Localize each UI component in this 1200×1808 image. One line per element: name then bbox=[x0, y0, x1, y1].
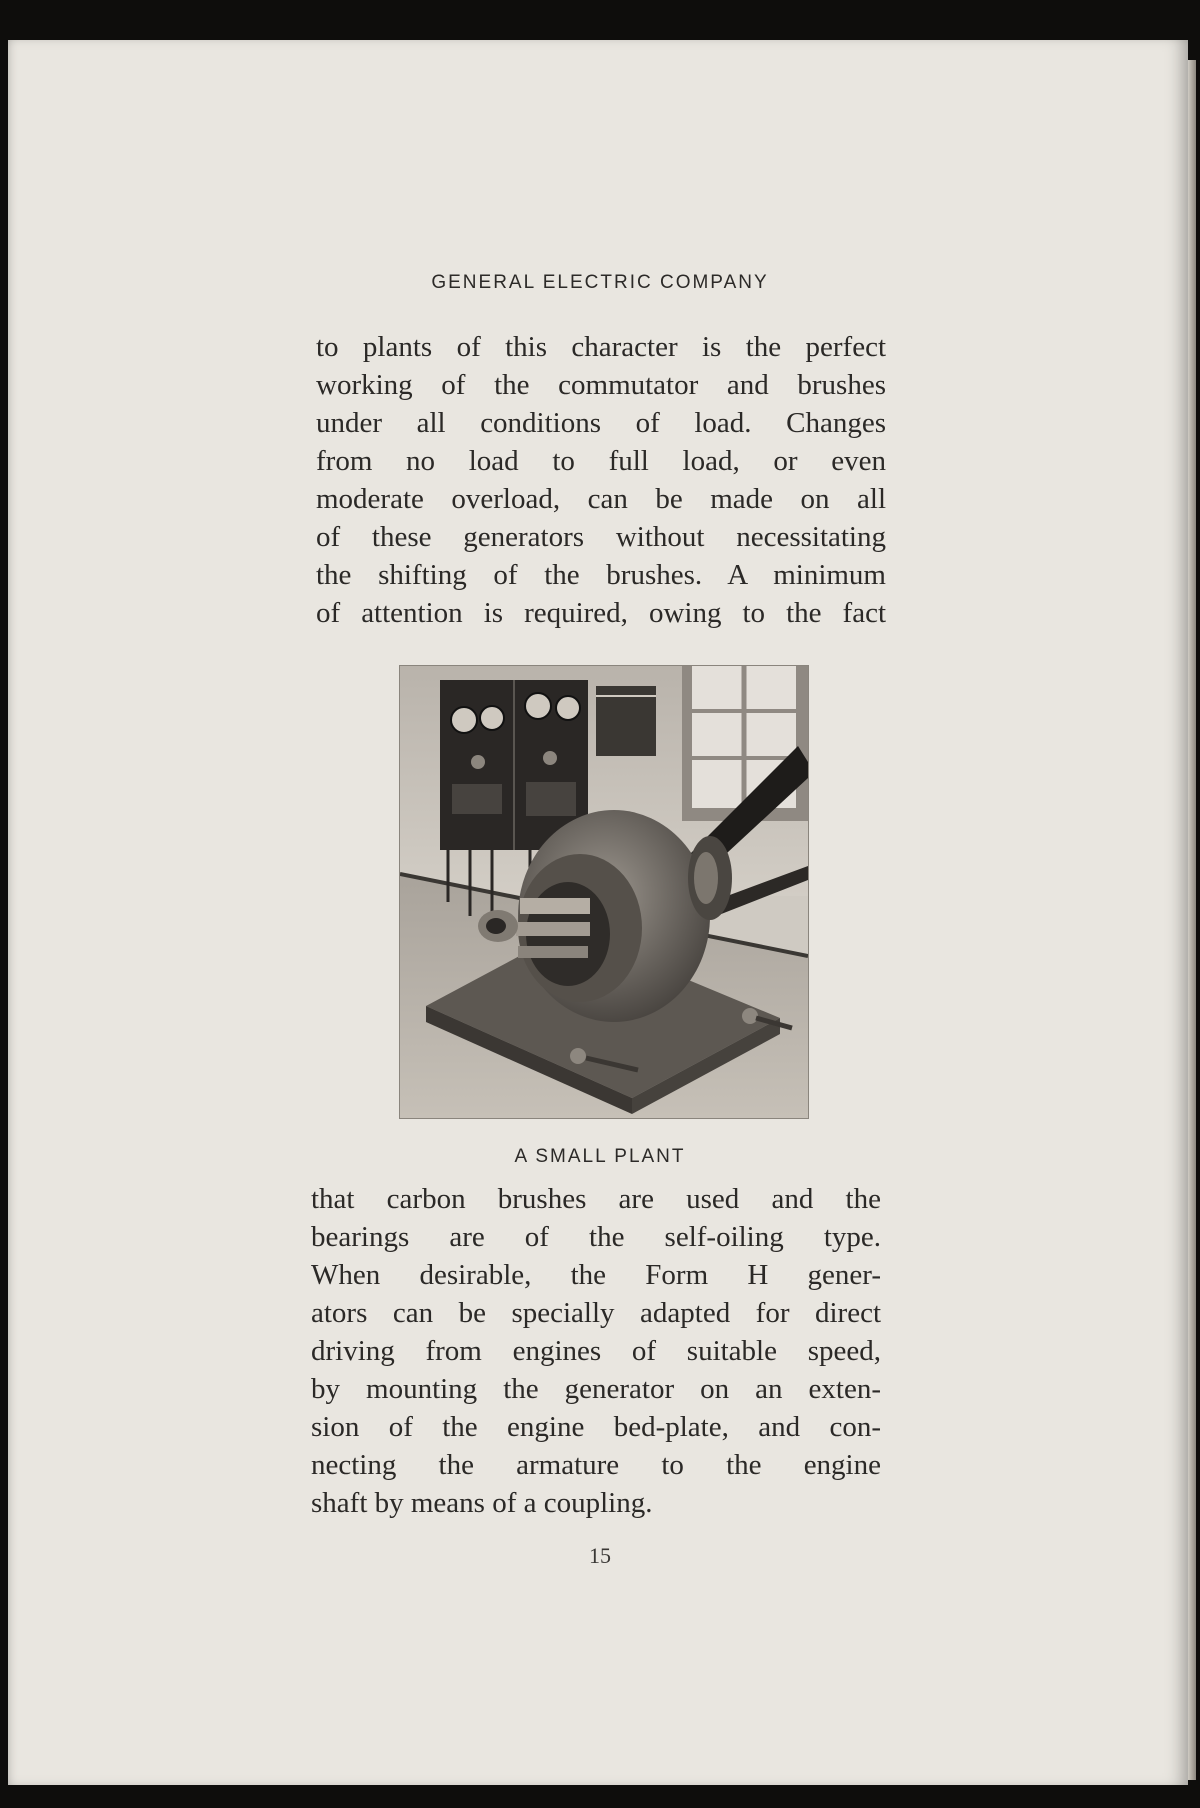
text-line: of these generators without necessitating bbox=[316, 521, 886, 553]
text-line: sion of the engine bed-plate, and con- bbox=[311, 1411, 881, 1443]
text-line: to plants of this character is the perfect bbox=[316, 331, 886, 363]
generator-photograph bbox=[400, 666, 808, 1118]
text-line: shaft by means of a coupling. bbox=[311, 1487, 653, 1519]
text-line: that carbon brushes are used and the bbox=[311, 1183, 881, 1215]
page-edge bbox=[1188, 60, 1196, 1780]
text-line: of attention is required, owing to the fact bbox=[316, 597, 886, 629]
text-line: the shifting of the brushes. A minimum bbox=[316, 559, 886, 591]
paragraph-upper bbox=[316, 328, 886, 632]
text-line: moderate overload, can be made on all bbox=[316, 483, 886, 515]
text-line: bearings are of the self-oiling type. bbox=[311, 1221, 881, 1253]
text-line: working of the commutator and brushes bbox=[316, 369, 886, 401]
text-line: from no load to full load, or even bbox=[316, 445, 886, 477]
generator-illustration bbox=[400, 666, 808, 1118]
text-line: necting the armature to the engine bbox=[311, 1449, 881, 1481]
text-line: driving from engines of suitable speed, bbox=[311, 1335, 881, 1367]
text-line: When desirable, the Form H gener- bbox=[311, 1259, 881, 1291]
running-header: GENERAL ELECTRIC COMPANY bbox=[431, 272, 769, 293]
text-line: ators can be specially adapted for direct bbox=[311, 1297, 881, 1329]
text-line: under all conditions of load. Changes bbox=[316, 407, 886, 439]
paragraph-lower bbox=[311, 1180, 881, 1522]
figure-caption: A SMALL PLANT bbox=[514, 1146, 686, 1167]
page-number: 15 bbox=[589, 1543, 611, 1568]
text-line: by mounting the generator on an exten- bbox=[311, 1373, 881, 1405]
